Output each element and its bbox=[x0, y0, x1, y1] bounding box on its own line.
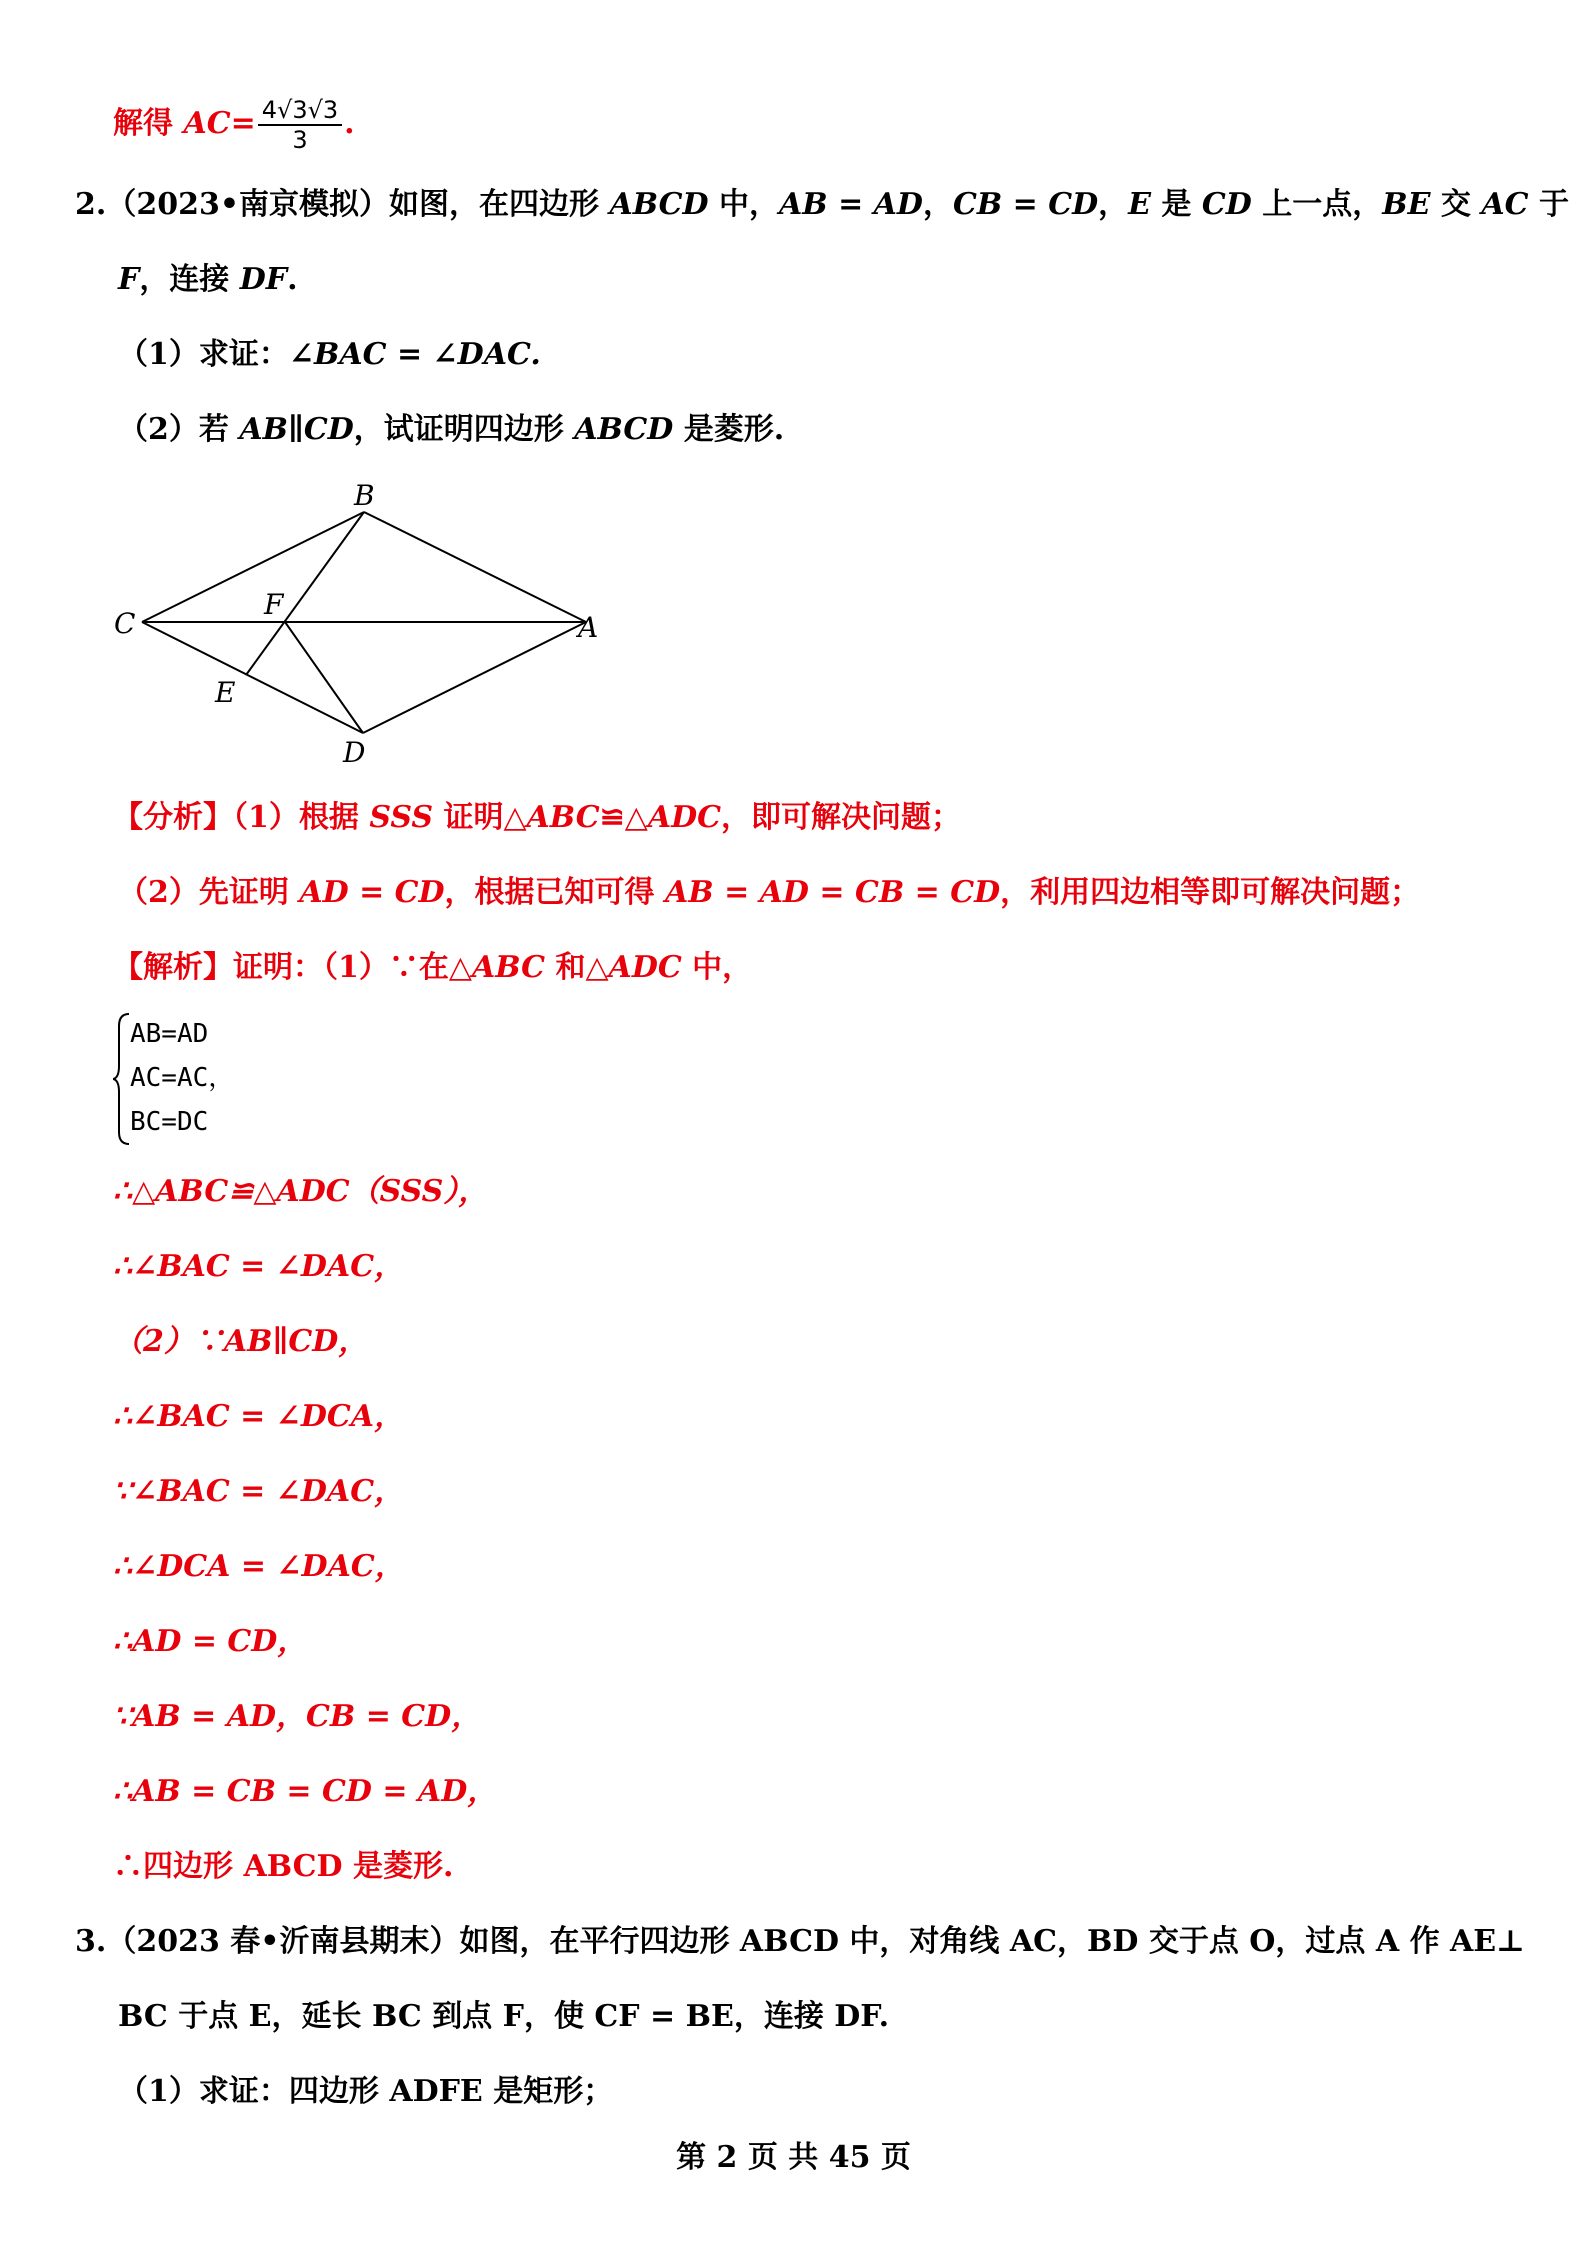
fraction-denominator: 3 bbox=[292, 126, 308, 154]
analysis-text: ≌ bbox=[599, 800, 625, 835]
rhombus-figure bbox=[100, 475, 620, 775]
q2-var: E bbox=[1128, 187, 1151, 222]
q2-var: AC bbox=[1481, 187, 1529, 222]
edge-dc bbox=[142, 622, 363, 733]
solve-line bbox=[113, 96, 355, 154]
solution-step: ∴∠DCA = ∠DAC， bbox=[113, 1549, 405, 1584]
solution-step: ∴∠BAC = ∠DAC， bbox=[113, 1249, 405, 1284]
analysis-text: ，即可解决问题； bbox=[721, 800, 961, 835]
q2-number: 2. bbox=[75, 187, 107, 222]
analysis-line1 bbox=[113, 798, 961, 838]
q2-stem-line2 bbox=[118, 260, 298, 300]
analysis-text: △ bbox=[624, 800, 648, 835]
q3-number: 3. bbox=[75, 1924, 107, 1959]
label-a: A bbox=[578, 611, 599, 644]
q2-part1 bbox=[118, 335, 541, 375]
solution-text: 中， bbox=[681, 950, 753, 985]
brace-system bbox=[130, 1012, 234, 1144]
solution-step: ∴AB = CB = CD = AD， bbox=[113, 1774, 498, 1809]
analysis-var: AD = CD bbox=[299, 875, 445, 910]
q3-stem-line1 bbox=[75, 1922, 1525, 1962]
q2-source: （2023•南京模拟） bbox=[106, 187, 389, 222]
analysis-text: ，根据已知可得 bbox=[444, 875, 665, 910]
label-e: E bbox=[215, 676, 236, 709]
fraction-numerator: 4√3√3 bbox=[258, 96, 342, 126]
analysis-line2 bbox=[118, 873, 1420, 913]
solution-text: 证明：（1）∵在△ bbox=[233, 950, 472, 985]
q2-text: 中， bbox=[708, 187, 779, 222]
analysis-text: 证明△ bbox=[433, 800, 527, 835]
q2-var: CB = CD bbox=[952, 187, 1099, 222]
q2-text: . bbox=[287, 262, 298, 297]
analysis-var: ABC bbox=[526, 800, 600, 835]
segment-fd bbox=[285, 622, 363, 733]
q2-part2 bbox=[118, 410, 784, 450]
solve-var: AC bbox=[183, 106, 231, 141]
q2-var: CD bbox=[1201, 187, 1252, 222]
label-d: D bbox=[343, 736, 366, 769]
solution-step: ∴△ABC≌△ADC（SSS）， bbox=[113, 1174, 489, 1209]
label-f: F bbox=[264, 588, 284, 621]
solution-step: ∵AB = AD，CB = CD， bbox=[113, 1699, 482, 1734]
label-c: C bbox=[114, 607, 136, 640]
solution-step: ∴∠BAC = ∠DCA， bbox=[113, 1399, 405, 1434]
solution-step: ∴AD = CD， bbox=[113, 1624, 308, 1659]
part-expr: AB∥CD bbox=[239, 412, 354, 447]
q3-part1: （1）求证：四边形 ADFE 是矩形； bbox=[118, 2074, 614, 2109]
q2-text: 是 bbox=[1150, 187, 1202, 222]
q2-var: BE bbox=[1382, 187, 1431, 222]
brace-eq3: BC=DC bbox=[130, 1107, 209, 1137]
q2-text: ，连接 bbox=[139, 262, 240, 297]
solve-prefix: 解得 bbox=[113, 106, 173, 141]
part-text: 是菱形. bbox=[673, 412, 785, 447]
edge-cb bbox=[142, 512, 364, 622]
q2-var: DF bbox=[239, 262, 288, 297]
analysis-tag: 【分析】 bbox=[113, 800, 233, 835]
solution-step: ∵∠BAC = ∠DAC， bbox=[113, 1474, 405, 1509]
part-text: ，试证明四边形 bbox=[353, 412, 575, 447]
edge-ad bbox=[363, 622, 586, 733]
q2-var: F bbox=[118, 262, 140, 297]
q2-text: 上一点， bbox=[1251, 187, 1383, 222]
part-expr: ABCD bbox=[574, 412, 674, 447]
q2-text: ， bbox=[922, 187, 953, 222]
q3-stem-line2: BC 于点 E，延长 BC 到点 F，使 CF = BE，连接 DF. bbox=[118, 1999, 890, 2034]
page-footer: 第 2 页 共 45 页 bbox=[676, 2140, 911, 2175]
q3-text: 如图，在平行四边形 ABCD 中，对角线 AC，BD 交于点 O，过点 A 作 AE⊥ bbox=[459, 1924, 1525, 1959]
solution-conclusion: ∴四边形 ABCD 是菱形. bbox=[113, 1849, 454, 1884]
analysis-var: AB = AD = CB = CD bbox=[665, 875, 1001, 910]
q2-var: AB = AD bbox=[779, 187, 923, 222]
solution-var: ADC bbox=[608, 950, 682, 985]
analysis-text: （2）先证明 bbox=[118, 875, 300, 910]
label-b: B bbox=[354, 479, 375, 512]
solution-step: （2）∵AB∥CD， bbox=[113, 1324, 369, 1359]
part-expr: ∠BAC = ∠DAC. bbox=[288, 337, 541, 372]
edge-ba bbox=[364, 512, 586, 622]
brace-eq1: AB=AD bbox=[130, 1019, 209, 1049]
q2-text: 于 bbox=[1528, 187, 1569, 222]
q2-text: 交 bbox=[1430, 187, 1482, 222]
q2-text: 如图，在四边形 bbox=[389, 187, 610, 222]
q2-var: ABCD bbox=[609, 187, 709, 222]
analysis-text: （1）根据 bbox=[233, 800, 370, 835]
solution-tag: 【解析】 bbox=[113, 950, 233, 985]
brace-eq2: AC=AC， bbox=[130, 1063, 235, 1093]
solve-fraction bbox=[258, 96, 342, 154]
q3-source: （2023 春•沂南县期末） bbox=[106, 1924, 460, 1959]
q2-text: ， bbox=[1098, 187, 1129, 222]
q2-stem-line1 bbox=[75, 185, 1569, 225]
solution-var: ABC bbox=[471, 950, 546, 985]
solve-eq: = bbox=[230, 106, 256, 141]
solve-end: . bbox=[344, 106, 355, 141]
analysis-var: ADC bbox=[647, 800, 721, 835]
part-label: （2）若 bbox=[118, 412, 240, 447]
analysis-text: ，利用四边相等即可解决问题； bbox=[1000, 875, 1421, 910]
analysis-var: SSS bbox=[369, 800, 434, 835]
solution-intro bbox=[113, 948, 752, 988]
solution-text: 和△ bbox=[545, 950, 609, 985]
part-label: （1）求证： bbox=[118, 337, 289, 372]
